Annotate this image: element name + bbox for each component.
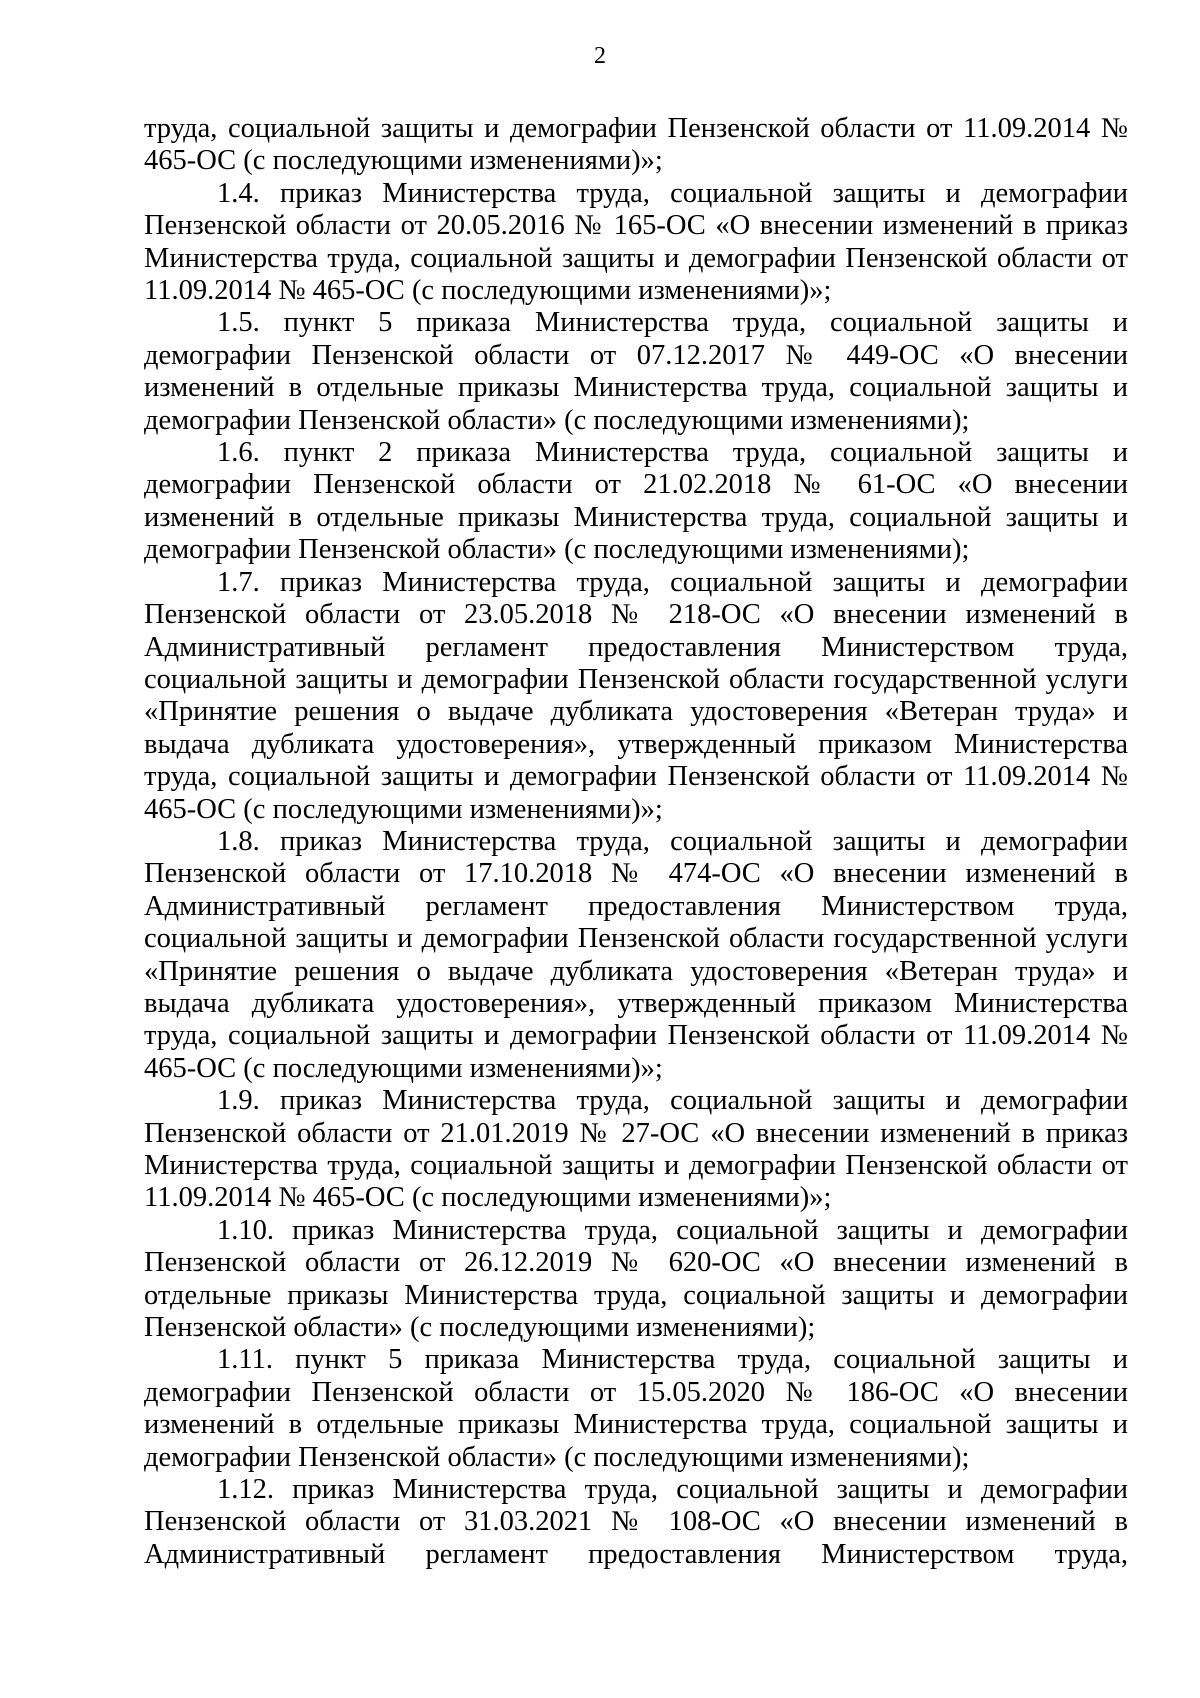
paragraph-item-1-11: 1.11. пункт 5 приказа Министерства труда, социальной защиты и демографии Пензенской области от 15.05.2020 № 186-ОС «О внесении изменений в отдельные приказы Министерства труда, социальной защиты и демографии Пензенской области» (с последующими изменениями);: [144, 1344, 1128, 1473]
paragraph-item-1-12: 1.12. приказ Министерства труда, социальной защиты и демографии Пензенской области от 31.03.2021 № 108-ОС «О внесении изменений в Административный регламент предоставления Министерством труда,: [144, 1474, 1128, 1570]
paragraph-item-1-7: 1.7. приказ Министерства труда, социальной защиты и демографии Пензенской области от 23.05.2018 № 218-ОС «О внесении изменений в Административный регламент предоставления Министерством труда, социальной защиты и демографии Пензенской области государственной услуги «Принятие решения о выдаче дубликата удостоверения «Ветеран труда» и выдача дубликата удостоверения», утвержденный приказом Министерства труда, социальной защиты и демографии Пензенской области от 11.09.2014 № 465-ОС (с последующими изменениями)»;: [144, 566, 1128, 825]
paragraph-item-1-8: 1.8. приказ Министерства труда, социальной защиты и демографии Пензенской области от 17.10.2018 № 474-ОС «О внесении изменений в Административный регламент предоставления Министерством труда, социальной защиты и демографии Пензенской области государственной услуги «Принятие решения о выдаче дубликата удостоверения «Ветеран труда» и выдача дубликата удостоверения», утвержденный приказом Министерства труда, социальной защиты и демографии Пензенской области от 11.09.2014 № 465-ОС (с последующими изменениями)»;: [144, 825, 1128, 1084]
page-number: 2: [594, 43, 606, 69]
paragraph-item-1-6: 1.6. пункт 2 приказа Министерства труда, социальной защиты и демографии Пензенской области от 21.02.2018 № 61-ОС «О внесении изменений в отдельные приказы Министерства труда, социальной защиты и демографии Пензенской области» (с последующими изменениями);: [144, 437, 1128, 566]
document-body: [144, 113, 1128, 1571]
paragraph-item-1-5: 1.5. пункт 5 приказа Министерства труда, социальной защиты и демографии Пензенской области от 07.12.2017 № 449-ОС «О внесении изменений в отдельные приказы Министерства труда, социальной защиты и демографии Пензенской области» (с последующими изменениями);: [144, 307, 1128, 436]
paragraph-item-1-9: 1.9. приказ Министерства труда, социальной защиты и демографии Пензенской области от 21.01.2019 № 27-ОС «О внесении изменений в приказ Министерства труда, социальной защиты и демографии Пензенской области от 11.09.2014 № 465-ОС (с последующими изменениями)»;: [144, 1085, 1128, 1214]
paragraph-item-1-10: 1.10. приказ Министерства труда, социальной защиты и демографии Пензенской области от 26.12.2019 № 620-ОС «О внесении изменений в отдельные приказы Министерства труда, социальной защиты и демографии Пензенской области» (с последующими изменениями);: [144, 1214, 1128, 1344]
paragraph-item-1-4: 1.4. приказ Министерства труда, социальной защиты и демографии Пензенской области от 20.05.2016 № 165-ОС «О внесении изменений в приказ Министерства труда, социальной защиты и демографии Пензенской области от 11.09.2014 № 465-ОС (с последующими изменениями)»;: [144, 177, 1128, 307]
paragraph-continuation: труда, социальной защиты и демографии Пензенской области от 11.09.2014 № 465-ОС (с последующими изменениями)»;: [144, 113, 1128, 177]
